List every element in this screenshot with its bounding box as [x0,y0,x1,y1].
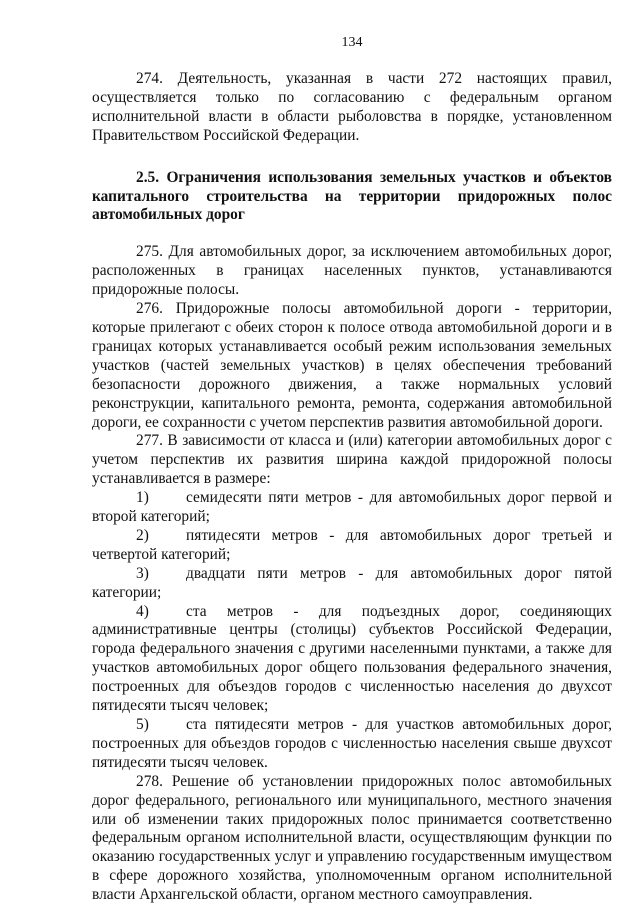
paragraph-277: 277. В зависимости от класса и (или) категории автомобильных дорог с учетом перспектив их развития ширина каждой придорожной полосы устанавливается в размере: [92,432,612,488]
paragraph-274: 274. Деятельность, указанная в части 272 настоящих правил, осуществляется только по согласованию с федеральным органом исполнительной власти в области рыболовства в порядке, установленном Правительством Российской Федерации. [92,70,612,144]
paragraph-278: 278. Решение об установлении придорожных полос автомобильных дорог федерального, регионального или муниципального, местного значения или об изменении таких придорожных полос принимается соответственно федеральным органом исполнительной власти, осуществляющим функции по оказанию государственных услуг и управлению государственным имуществом в сфере дорожного хозяйства, уполномоченным органом исполнительной власти Архангельской области, органом местного самоуправления. [92,772,612,904]
paragraph-276: 276. Придорожные полосы автомобильной дороги - территории, которые прилегают с обеих сторон к полосе отвода автомобильной дороги и в границах которых устанавливается особый режим использования земельных участков (частей земельных участков) в целях обеспечения требований безопасности дорожного движения, а также нормальных условий реконструкции, капитального ремонта, ремонта, содержания автомобильной дороги, ее сохранности с учетом перспектив развития автомобильной дороги. [92,300,612,431]
list-item-number: 1) [136,489,149,507]
list-item-text: ста метров - для подъездных дорог, соединяющих административные центры (столицы) субъектов Российской Федерации, города федерального значения с другими населенными пунктами, а также для участков автомобильных дорог общего пользования федерального значения, построенных для объездов городов с численностью населения до двухсот пятидесяти тысяч человек; [92,602,612,715]
document-page [92,34,612,905]
list-item-number: 3) [136,564,149,582]
page-number: 134 [341,35,363,50]
list-item [92,716,612,773]
list-item-number: 5) [136,716,149,733]
list-item-text: пятидесяти метров - для автомобильных дорог третьей и четвертой категорий; [92,526,612,563]
list-item-text: двадцати пяти метров - для автомобильных дорог пятой категории; [92,564,612,601]
list-item-number: 4) [136,602,149,620]
list-item-text: семидесяти пяти метров - для автомобильных дорог первой и второй категорий; [92,489,612,526]
list-item [92,527,612,565]
list-item [92,565,612,603]
list-item-text: ста пятидесяти метров - для участков автомобильных дорог, построенных для объездов городов с численностью населения свыше двухсот пятидесяти тысяч человек. [92,716,612,771]
list-item-number: 2) [136,526,149,544]
list-item [92,603,612,716]
paragraph-275: 275. Для автомобильных дорог, за исключением автомобильных дорог, расположенных в границах населенных пунктов, устанавливаются придорожные полосы. [92,243,612,299]
list-item [92,489,612,527]
section-heading: 2.5. Ограничения использования земельных участков и объектов капитального строительства на территории придорожных полос автомобильных дорог [92,168,612,224]
